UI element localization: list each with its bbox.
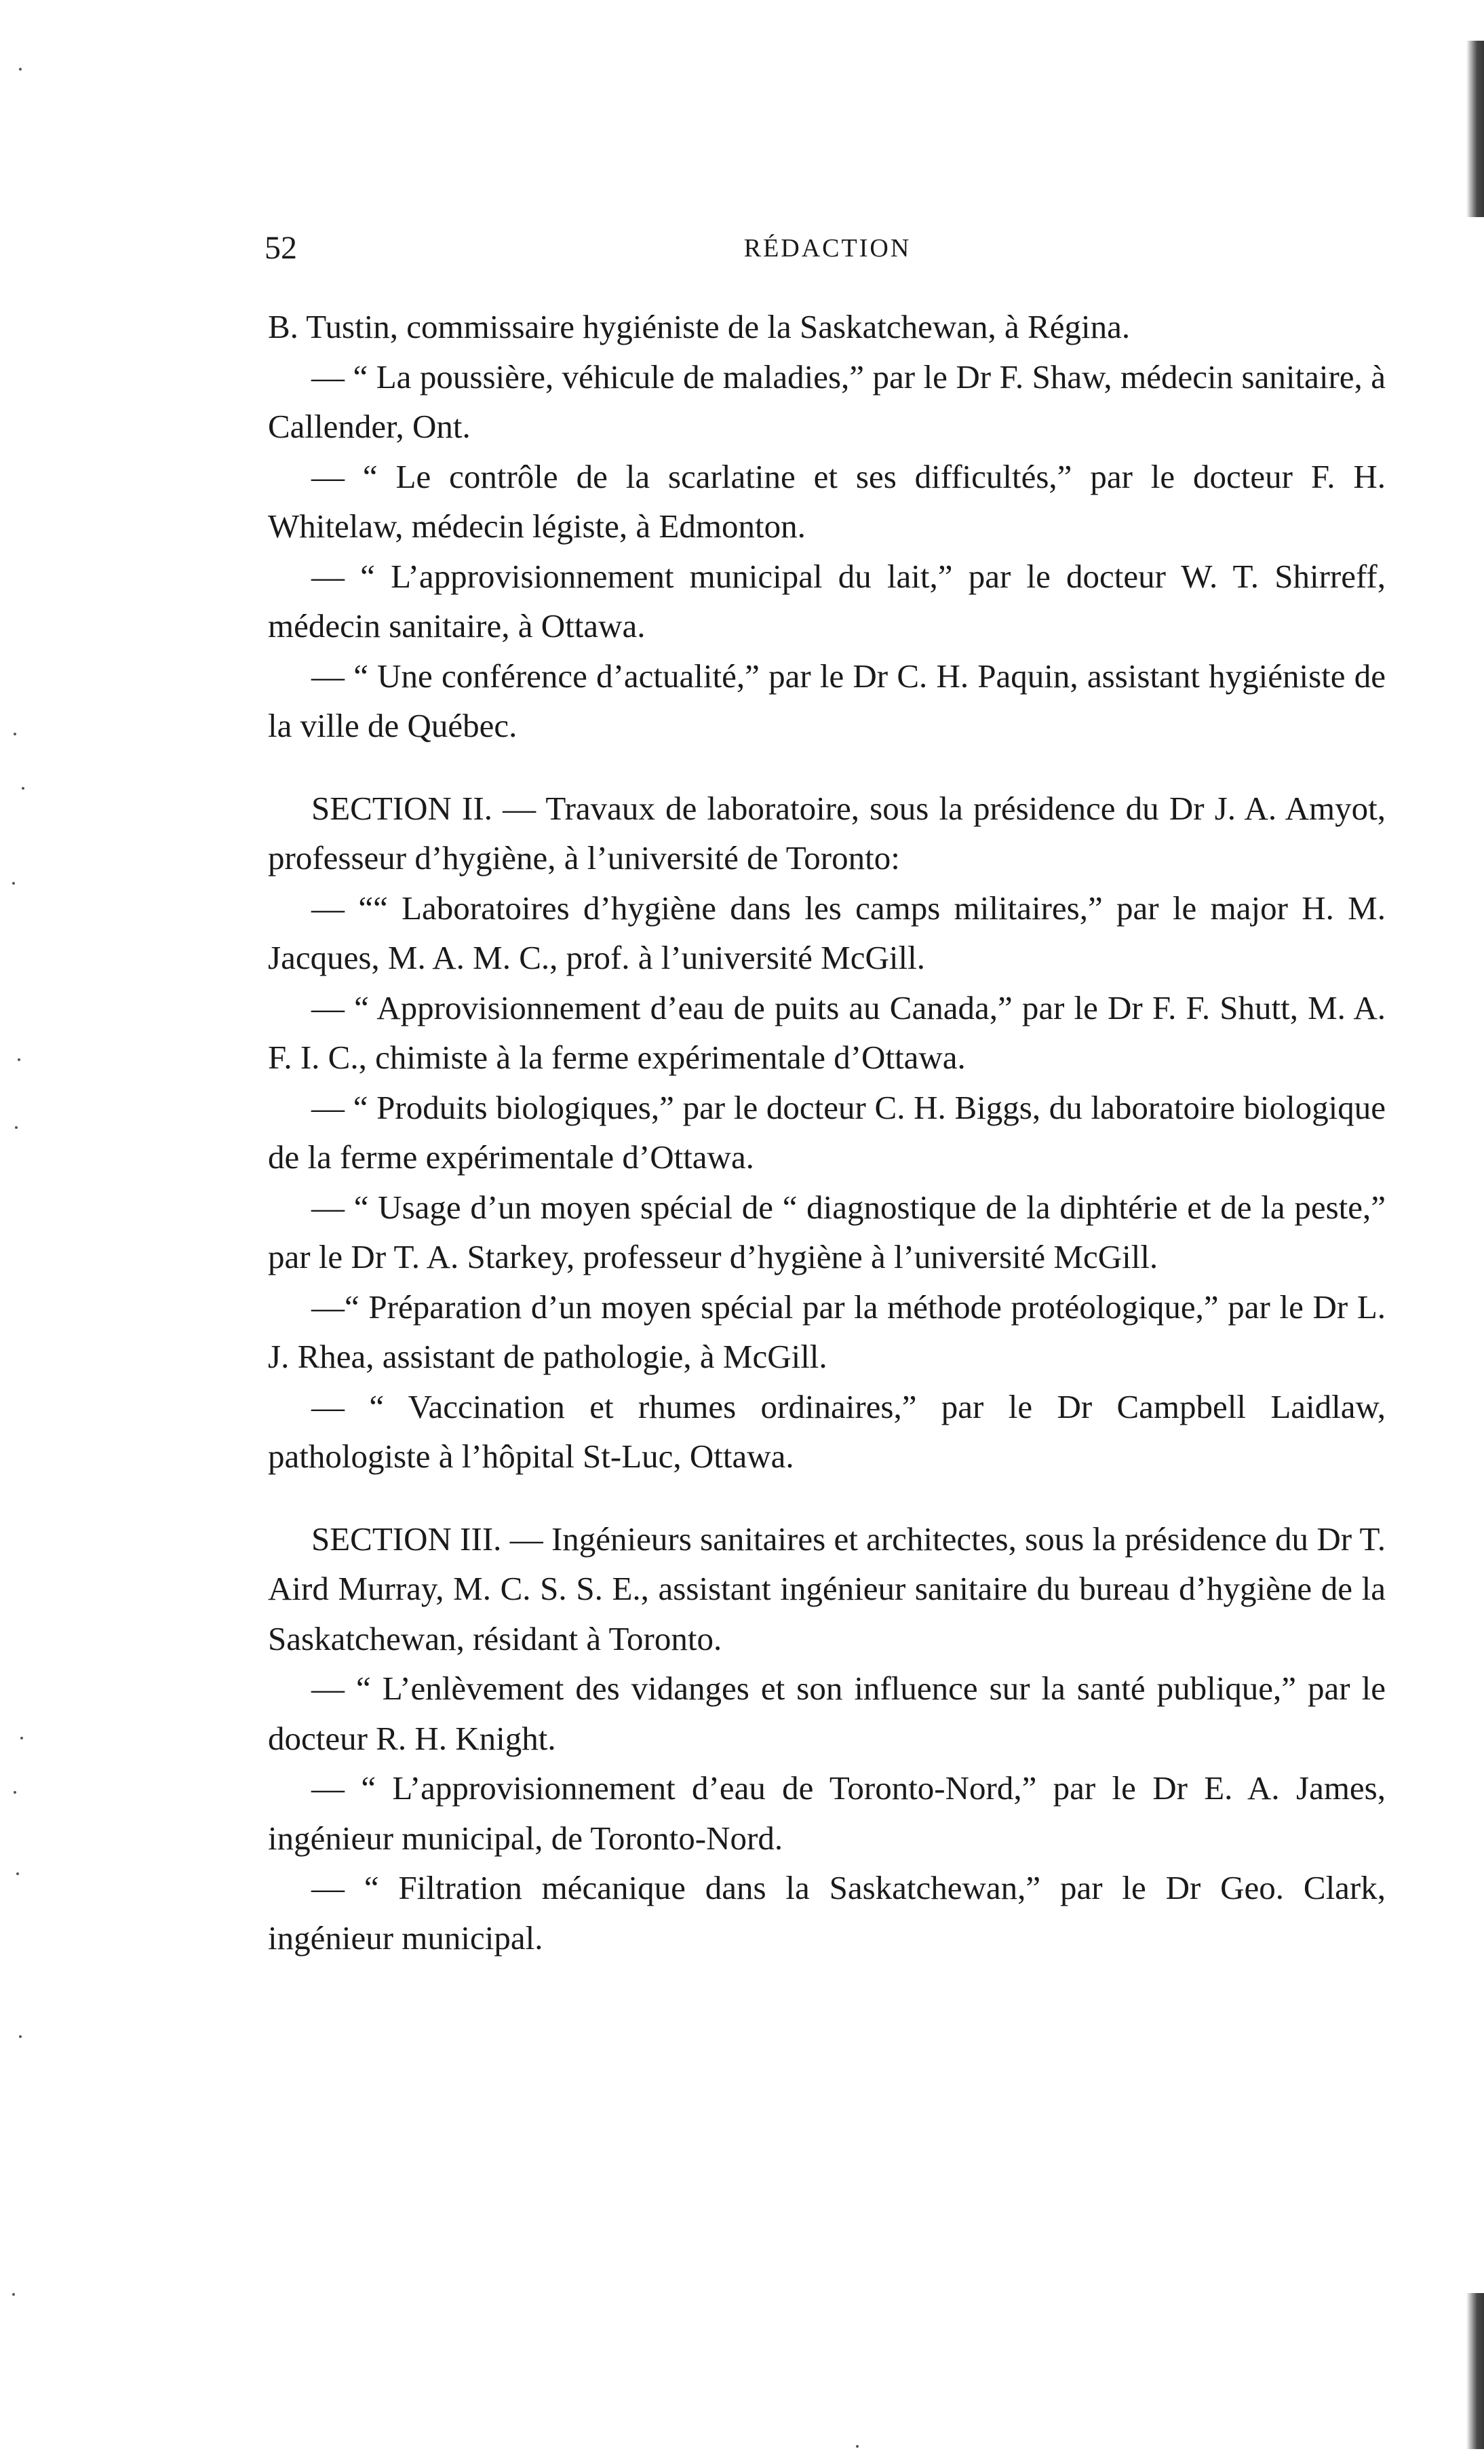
list-item: — “ Approvisionnement d’eau de puits au Canada,” par le Dr F. F. Shutt, M. A. F. I. C., chimiste à la ferme expérimentale d’Ottawa. [268, 988, 1386, 1076]
list-item: — “ Le contrôle de la scarlatine et ses difficultés,” par le docteur F. H. Whitelaw, médecin légiste, à Edmonton. [268, 457, 1386, 545]
list-item: — “ Usage d’un moyen spécial de “ diagnostique de la diphtérie et de la peste,” par le Dr T. A. Starkey, professeur d’hygiène à l’université McGill. [268, 1188, 1386, 1275]
list-item: — “ L’approvisionnement municipal du lait,” par le docteur W. T. Shirreff, médecin sanitaire, à Ottawa. [268, 557, 1386, 644]
scan-speck [14, 733, 16, 735]
list-item: — “ Vaccination et rhumes ordinaires,” par le Dr Campbell Laidlaw, pathologiste à l’hôpital St-Luc, Ottawa. [268, 1387, 1386, 1475]
list-item: — “ Une conférence d’actualité,” par le Dr C. H. Paquin, assistant hygiéniste de la ville de Québec. [268, 657, 1386, 744]
scan-speck [20, 1737, 23, 1739]
scan-edge-shadow [1466, 41, 1484, 217]
scan-speck [12, 882, 15, 885]
page-body [268, 302, 1386, 1963]
scan-speck [15, 1126, 18, 1129]
list-item: — “ Filtration mécanique dans la Saskatchewan,” par le Dr Geo. Clark, ingénieur municipal. [268, 1869, 1386, 1957]
scan-speck [14, 1791, 16, 1794]
scan-speck [22, 787, 24, 790]
scan-speck [19, 68, 22, 71]
section-heading-paragraph: SECTION III. — Ingénieurs sanitaires et architectes, sous la présidence du Dr T. Aird Murray, M. C. S. S. E., assistant ingénieur sanitaire du bureau d’hygiène de la Saskatchewan, résidant à Toronto. [268, 1520, 1386, 1657]
page-header [265, 229, 1390, 270]
section-heading-paragraph: SECTION II. — Travaux de laboratoire, sous la présidence du Dr J. A. Amyot, professeur d’hygiène, à l’université de Toronto: [268, 789, 1386, 877]
scan-speck [18, 1058, 20, 1061]
scan-speck [16, 1872, 19, 1875]
list-item: — ““ Laboratoires d’hygiène dans les camps militaires,” par le major H. M. Jacques, M. A. M. C., prof. à l’université McGill. [268, 889, 1386, 976]
scan-speck [12, 2293, 15, 2296]
body-paragraph: B. Tustin, commissaire hygiéniste de la Saskatchewan, à Régina. [268, 308, 1131, 345]
scan-speck [856, 2445, 859, 2448]
running-head: RÉDACTION [743, 234, 912, 263]
list-item: —“ Préparation d’un moyen spécial par la méthode protéologique,” par le Dr L. J. Rhea, assistant de pathologie, à McGill. [268, 1288, 1386, 1375]
list-item: — “ L’approvisionnement d’eau de Toronto-Nord,” par le Dr E. A. James, ingénieur municipal, de Toronto-Nord. [268, 1769, 1386, 1857]
list-item: — “ Produits biologiques,” par le docteur C. H. Biggs, du laboratoire biologique de la ferme expérimentale d’Ottawa. [268, 1088, 1386, 1176]
scan-speck [19, 2035, 22, 2038]
page-number: 52 [265, 230, 297, 266]
scan-edge-shadow [1466, 2293, 1484, 2449]
list-item: — “ La poussière, véhicule de maladies,” par le Dr F. Shaw, médecin sanitaire, à Callender, Ont. [268, 358, 1386, 445]
list-item: — “ L’enlèvement des vidanges et son influence sur la santé publique,” par le docteur R. H. Knight. [268, 1670, 1386, 1757]
